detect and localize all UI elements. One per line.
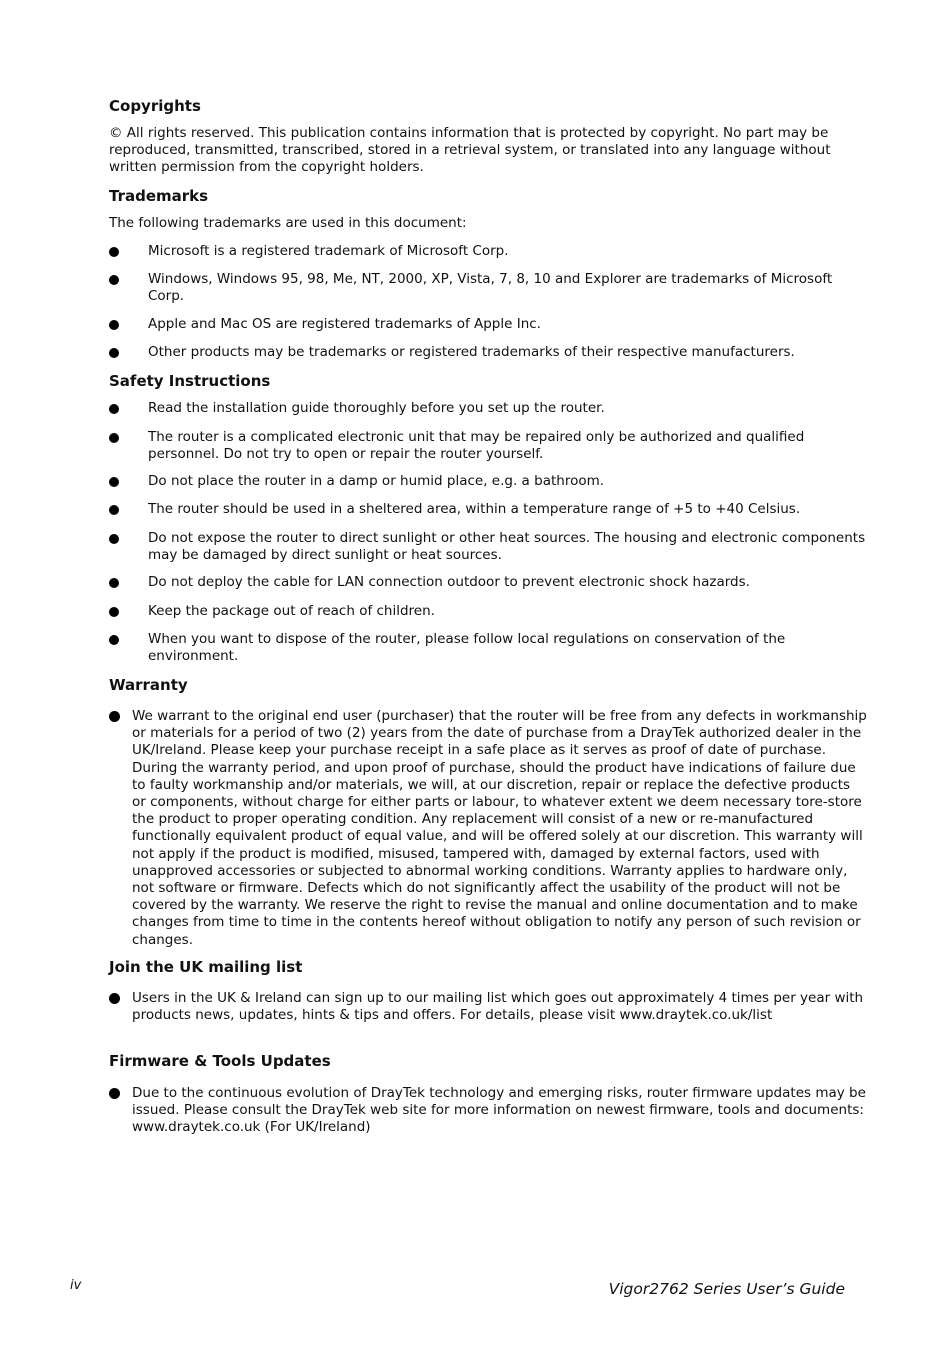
- bullet-icon: [109, 477, 119, 487]
- firmware-heading: Firmware & Tools Updates: [109, 1052, 331, 1070]
- bullet-icon: [109, 534, 119, 544]
- safety-item-text: Do not deploy the cable for LAN connection outdoor to prevent electronic shock hazards.: [148, 574, 750, 590]
- safety-item-text: When you want to dispose of the router, please follow local regulations on conservation of the environment.: [148, 631, 786, 665]
- copyrights-heading: Copyrights: [109, 97, 201, 115]
- warranty-text: We warrant to the original end user (purchaser) that the router will be free from any defects in workmanship or materials for a period of two (2) years from the date of purchase from a DrayTek authorized dealer in the UK/Ireland. Please keep your purchase receipt in a safe place as it serves as proof of date of purchase. During the warranty period, and upon proof of purchase, should the product have indications of failure due to faulty workmanship and/or materials, we will, at our discretion, repair or replace the defective products or components, without charge for either parts or labour, to whatever extent we deem necessary tore-store the product to proper operating condition. Any replacement will consist of a new or re-manufactured functionally equivalent product of equal value, and will be offered solely at our discretion. This warranty will not apply if the product is modified, misused, tampered with, damaged by external factors, used with unapproved accessories or subjected to abnormal working conditions. Warranty applies to hardware only, not software or firmware. Defects which do not significantly affect the usability of the product will not be covered by the warranty. We reserve the right to revise the manual and online documentation and to make changes from time to time in the contents hereof without obligation to notify any person of such revision or changes.: [132, 708, 867, 948]
- bullet-icon: [109, 607, 119, 617]
- safety-item-text: Do not expose the router to direct sunlight or other heat sources. The housing and electronic components may be damaged by direct sunlight or heat sources.: [148, 530, 866, 564]
- warranty-heading: Warranty: [109, 676, 188, 694]
- bullet-icon: [109, 275, 119, 285]
- trademark-item-text: Windows, Windows 95, 98, Me, NT, 2000, XP, Vista, 7, 8, 10 and Explorer are trademarks of Microsoft Corp.: [148, 271, 833, 305]
- safety-item-text: Keep the package out of reach of children.: [148, 603, 435, 619]
- trademark-item-text: Apple and Mac OS are registered trademarks of Apple Inc.: [148, 316, 541, 332]
- page-number: iv: [70, 1278, 82, 1293]
- bullet-icon: [109, 635, 119, 645]
- safety-item-text: The router is a complicated electronic unit that may be repaired only be authorized and qualified personnel. Do not try to open or repair the router yourself.: [148, 429, 805, 463]
- guide-title: Vigor2762 Series User’s Guide: [608, 1280, 845, 1298]
- mailing-list-text: Users in the UK & Ireland can sign up to our mailing list which goes out approximately 4 times per year with products news, updates, hints & tips and offers. For details, please visit www.draytek.co.uk/list: [132, 990, 864, 1024]
- safety-item-text: Do not place the router in a damp or humid place, e.g. a bathroom.: [148, 473, 605, 489]
- trademarks-intro: The following trademarks are used in this document:: [109, 215, 467, 231]
- bullet-icon: [109, 404, 119, 414]
- safety-item-text: Read the installation guide thoroughly before you set up the router.: [148, 400, 605, 416]
- trademarks-heading: Trademarks: [109, 187, 209, 205]
- bullet-icon: [109, 711, 120, 722]
- bullet-icon: [109, 578, 119, 588]
- bullet-icon: [109, 320, 119, 330]
- bullet-icon: [109, 505, 119, 515]
- bullet-icon: [109, 247, 119, 257]
- bullet-icon: [109, 348, 119, 358]
- copyrights-text: © All rights reserved. This publication contains information that is protected by copyright. No part may be reproduced, transmitted, transcribed, stored in a retrieval system, or translated into any language without written permission from the copyright holders.: [109, 125, 831, 176]
- safety-item-text: The router should be used in a sheltered area, within a temperature range of +5 to +40 Celsius.: [148, 501, 801, 517]
- trademark-item-text: Microsoft is a registered trademark of Microsoft Corp.: [148, 243, 509, 259]
- mailing-list-heading: Join the UK mailing list: [109, 958, 303, 976]
- bullet-icon: [109, 1088, 120, 1099]
- bullet-icon: [109, 433, 119, 443]
- firmware-text: Due to the continuous evolution of DrayTek technology and emerging risks, router firmware updates may be issued. Please consult the DrayTek web site for more information on newest firmware, tools and documents: www.draytek.co.uk (For UK/Ireland): [132, 1085, 866, 1136]
- safety-heading: Safety Instructions: [109, 372, 271, 390]
- trademark-item-text: Other products may be trademarks or registered trademarks of their respective manufacturers.: [148, 344, 795, 360]
- bullet-icon: [109, 993, 120, 1004]
